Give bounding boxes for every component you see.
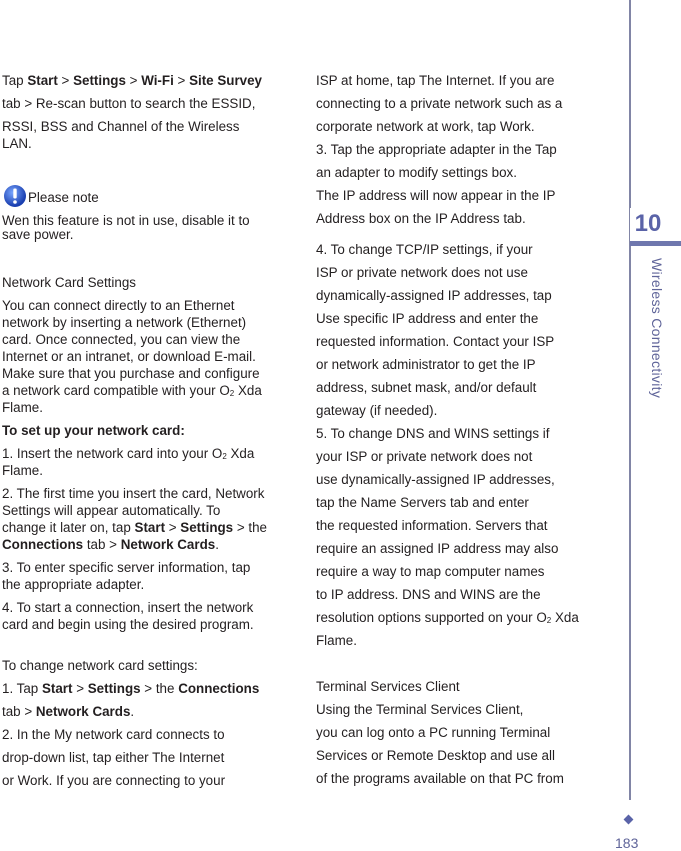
survey-line: Tap Start > Settings > Wi-Fi > Site Survey <box>2 73 263 88</box>
survey-line: LAN. <box>2 136 32 151</box>
chapter-number: 10 <box>634 210 662 237</box>
intro-line: You can connect directly to an Ethernet <box>2 298 235 313</box>
setup-heading: To set up your network card: <box>2 423 185 438</box>
section-heading: Network Card Settings <box>2 275 136 290</box>
note-block <box>2 184 292 241</box>
right-column <box>316 72 608 787</box>
note-label: Please note <box>28 190 99 205</box>
chapter-bar <box>630 241 681 246</box>
intro-line: card. Once connected, you can view the <box>2 332 241 347</box>
setup-step-3: 3. To enter specific server information, tap the appropriate adapter. <box>2 560 251 592</box>
terminal-services-text: Using the Terminal Services Client, you can log onto a PC running Terminal Services or Remote Desktop and use all of the programs available on that PC from <box>316 702 564 786</box>
network-card-intro <box>2 297 292 416</box>
setup-step-1: 1. Insert the network card into your $O_2$ Xda Flame. <box>2 446 255 478</box>
change-step-2: 2. In the My network card connects to drop-down list, tap either The Internet or Work. If you are connecting to your <box>2 727 226 788</box>
right-step-5: 5. To change DNS and WINS settings if your ISP or private network does not use dynamically-assigned IP addresses, tap the Name Servers tab and enter the requested information. Servers that require an assigned IP address may also require a way to map computer names to IP address. DNS and WINS are the resolution options supported on your $O_2$ Xda Flame. <box>316 426 579 648</box>
setup-step-4: 4. To start a connection, insert the network card and begin using the desired program. <box>2 600 254 632</box>
diamond-marker-icon <box>624 815 634 825</box>
terminal-services-heading: Terminal Services Client <box>316 679 460 694</box>
note-text: save power. <box>2 227 74 242</box>
intro-line: Flame. <box>2 400 43 415</box>
left-column <box>2 72 292 789</box>
site-survey-paragraph <box>2 72 292 152</box>
right-step-3: 3. Tap the appropriate adapter in the Tap an adapter to modify settings box. The IP address will now appear in the IP Address box on the IP Address tab. <box>316 142 557 226</box>
change-step-1: 1. Tap Start > Settings > the Connections tab > Network Cards. <box>2 681 260 719</box>
page-number: 183 <box>615 835 639 851</box>
survey-line: RSSI, BSS and Channel of the Wireless <box>2 119 240 134</box>
right-step-4: 4. To change TCP/IP settings, if your ISP or private network does not use dynamically-assigned IP addresses, tap Use specific IP address and enter the requested information. Contact your ISP or network administrator to get the IP address, subnet mask, and/or default gateway (if needed). <box>316 242 555 418</box>
note-text: Wen this feature is not in use, disable it to <box>2 213 250 228</box>
change-step-2-continued: ISP at home, tap The Internet. If you are connecting to a private network such as a corporate network at work, tap Work. <box>316 73 563 134</box>
setup-step-2: 2. The first time you insert the card, Network Settings will appear automatically. To change it later on, tap Start > Settings > the Connections tab > Network Cards. <box>2 486 268 552</box>
warning-note-icon <box>2 184 28 208</box>
intro-line: Internet or an intranet, or download E-mail. <box>2 349 256 364</box>
chapter-title: Wireless Connectivity <box>649 258 665 399</box>
intro-line: network by inserting a network (Ethernet) <box>2 315 247 330</box>
survey-line: tab > Re-scan button to search the ESSID, <box>2 96 256 111</box>
intro-line: Make sure that you purchase and configure <box>2 366 260 381</box>
intro-line: a network card compatible with your $O_2$ Xda <box>2 383 262 398</box>
sidebar-rule <box>629 0 631 800</box>
change-heading: To change network card settings: <box>2 658 198 673</box>
